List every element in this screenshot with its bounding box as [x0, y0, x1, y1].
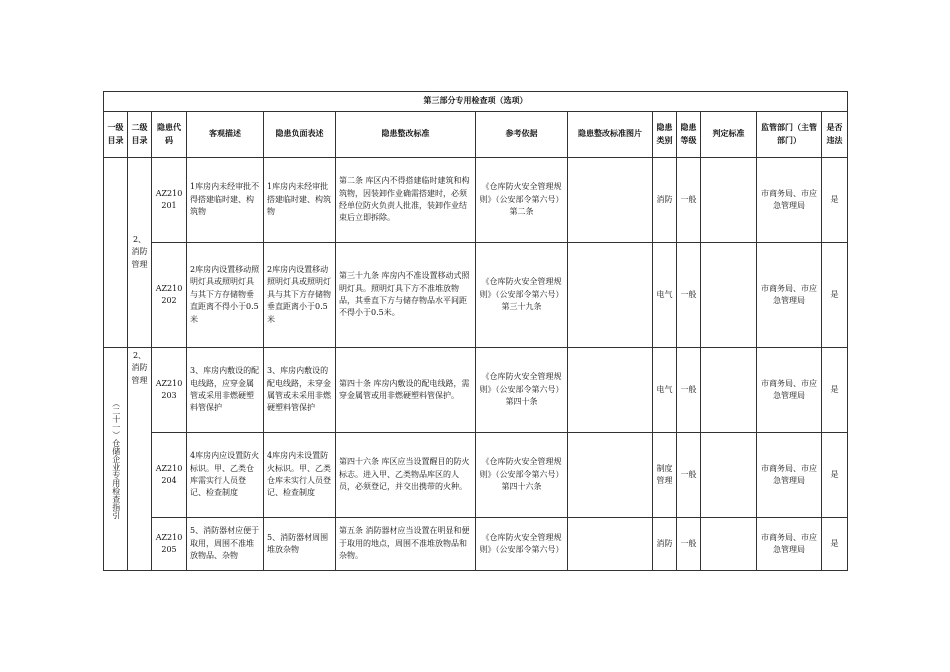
level-cell: 一般 — [677, 433, 701, 518]
criteria-cell — [701, 348, 757, 433]
criteria-cell — [701, 518, 757, 571]
table-row — [104, 348, 848, 433]
code-cell: AZ210205 — [152, 518, 187, 571]
category-cell: 电气 — [653, 243, 677, 348]
illegal-cell: 是 — [822, 243, 848, 348]
negative-cell: 1库房内未经审批搭建临时建、构筑物 — [264, 158, 336, 243]
dept-cell: 市商务局、市应急管理局 — [757, 243, 822, 348]
header-code: 隐患代码 — [152, 112, 187, 158]
level2-cell: 2、消防管理 — [128, 348, 152, 571]
code-cell: AZ210201 — [152, 158, 187, 243]
negative-cell: 2库房内设置移动照明灯具或照明灯具与其下方存储物垂直距离小于0.5米 — [264, 243, 336, 348]
category-cell: 消防 — [653, 158, 677, 243]
objective-cell: 4库房内应设置防火标识。甲、乙类仓库需实行人员登记、检查制度 — [187, 433, 264, 518]
header-objective: 客观描述 — [187, 112, 264, 158]
standard-cell: 第三十九条 库房内不准设置移动式照明灯具。照明灯具下方不准堆放物品，其垂直下方与储存物品水平间距不得小于0.5米。 — [336, 243, 476, 348]
image-cell — [568, 518, 653, 571]
table-row — [104, 518, 848, 571]
image-cell — [568, 433, 653, 518]
basis-cell: 《仓库防火安全管理规则》（公安部令第六号） — [476, 518, 568, 571]
basis-cell: 《仓库防火安全管理规则》（公安部令第六号）第四十条 — [476, 348, 568, 433]
level1-cell-empty — [104, 158, 128, 348]
table-row — [104, 158, 848, 243]
header-level: 隐患等级 — [677, 112, 701, 158]
basis-cell: 《仓库防火安全管理规则》（公安部令第六号）第三十九条 — [476, 243, 568, 348]
illegal-cell: 是 — [822, 433, 848, 518]
standard-cell: 第四十条 库房内敷设的配电线路，需穿金属管或用非燃硬塑料管保护。 — [336, 348, 476, 433]
dept-cell: 市商务局、市应急管理局 — [757, 518, 822, 571]
header-standard: 隐患整改标准 — [336, 112, 476, 158]
header-illegal: 是否违法 — [822, 112, 848, 158]
header-negative: 隐患负面表述 — [264, 112, 336, 158]
category-cell: 电气 — [653, 348, 677, 433]
image-cell — [568, 243, 653, 348]
criteria-cell — [701, 158, 757, 243]
header-basis: 参考依据 — [476, 112, 568, 158]
image-cell — [568, 158, 653, 243]
illegal-cell: 是 — [822, 158, 848, 243]
standard-cell: 第四十六条 库区应当设置醒目的防火标志。进入甲、乙类物品库区的人员，必须登记，并交出携带的火种。 — [336, 433, 476, 518]
code-cell: AZ210204 — [152, 433, 187, 518]
illegal-cell: 是 — [822, 348, 848, 433]
header-level2: 二级目录 — [128, 112, 152, 158]
negative-cell: 4库房内未设置防火标识。甲、乙类仓库未实行人员登记、检查制度 — [264, 433, 336, 518]
standard-cell: 第五条 消防器材应当设置在明显和便于取用的地点，周围不准堆放物品和杂物。 — [336, 518, 476, 571]
standard-cell: 第二条 库区内不得搭建临时建筑和构筑物，因装卸作业确需搭建时，必须经单位防火负责人批准，装卸作业结束后立即拆除。 — [336, 158, 476, 243]
illegal-cell: 是 — [822, 518, 848, 571]
negative-cell: 5、消防器材周围堆放杂物 — [264, 518, 336, 571]
category-cell: 消防 — [653, 518, 677, 571]
level-cell: 一般 — [677, 158, 701, 243]
level-cell: 一般 — [677, 243, 701, 348]
table-row — [104, 433, 848, 518]
table-title: 第三部分专用检查项（选项） — [104, 92, 848, 112]
header-criteria: 判定标准 — [701, 112, 757, 158]
objective-cell: 1库房内未经审批不得搭建临时建、构筑物 — [187, 158, 264, 243]
level1-label: （二十一）仓储企业专用检查指引 — [111, 399, 121, 519]
code-cell: AZ210202 — [152, 243, 187, 348]
dept-cell: 市商务局、市应急管理局 — [757, 158, 822, 243]
objective-cell: 3、库房内敷设的配电线路，应穿金属管或采用非燃硬塑料管保护 — [187, 348, 264, 433]
basis-cell: 《仓库防火安全管理规则》（公安部令第六号）第四十六条 — [476, 433, 568, 518]
header-row — [104, 112, 848, 158]
negative-cell: 3、库房内敷设的配电线路，未穿金属管或未采用非燃硬塑料管保护 — [264, 348, 336, 433]
table-title-row — [104, 92, 848, 112]
level1-cell — [104, 348, 128, 571]
dept-cell: 市商务局、市应急管理局 — [757, 348, 822, 433]
dept-cell: 市商务局、市应急管理局 — [757, 433, 822, 518]
header-dept: 监管部门（主管部门） — [757, 112, 822, 158]
objective-cell: 5、消防器材应便于取用，周围不准堆放物品、杂物 — [187, 518, 264, 571]
criteria-cell — [701, 433, 757, 518]
inspection-table — [103, 91, 848, 571]
level-cell: 一般 — [677, 518, 701, 571]
level-cell: 一般 — [677, 348, 701, 433]
header-level1: 一级目录 — [104, 112, 128, 158]
level2-cell: 2、消防管理 — [128, 158, 152, 348]
header-category: 隐患类别 — [653, 112, 677, 158]
image-cell — [568, 348, 653, 433]
code-cell: AZ210203 — [152, 348, 187, 433]
objective-cell: 2库房内设置移动照明灯具或照明灯具与其下方存储物垂直距离不得小于0.5米 — [187, 243, 264, 348]
criteria-cell — [701, 243, 757, 348]
table-row — [104, 243, 848, 348]
basis-cell: 《仓库防火安全管理规则》（公安部令第六号）第二条 — [476, 158, 568, 243]
header-image: 隐患整改标准图片 — [568, 112, 653, 158]
category-cell: 制度管理 — [653, 433, 677, 518]
